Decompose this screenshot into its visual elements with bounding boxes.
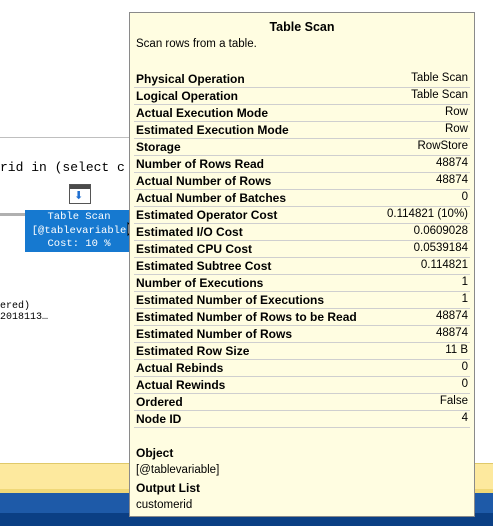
- property-value: 11 B: [445, 344, 468, 356]
- operator-object: [@tablevariable: [31, 224, 127, 237]
- property-value: 0.114821 (10%): [387, 208, 468, 220]
- property-key: Estimated Number of Executions: [136, 293, 325, 307]
- property-row: [134, 360, 470, 377]
- property-value: Table Scan: [411, 72, 468, 84]
- property-value: 1: [461, 293, 468, 305]
- property-key: Physical Operation: [136, 72, 245, 86]
- property-key: Estimated Number of Rows: [136, 327, 293, 341]
- property-row: [134, 88, 470, 105]
- property-row: [134, 156, 470, 173]
- property-row: [134, 411, 470, 428]
- property-value: 0.0609028: [413, 225, 468, 237]
- operator-cost: Cost: 10 %: [47, 238, 111, 250]
- property-key: Logical Operation: [136, 89, 239, 103]
- property-row: [134, 377, 470, 394]
- property-key: Estimated Execution Mode: [136, 123, 289, 137]
- property-row: [134, 241, 470, 258]
- object-value: [@tablevariable]: [136, 464, 220, 476]
- divider: [0, 137, 135, 138]
- property-row: [134, 394, 470, 411]
- object-label: Object: [136, 446, 174, 460]
- property-value: 48874: [436, 157, 468, 169]
- property-key: Estimated Number of Rows to be Read: [136, 310, 357, 324]
- property-value: Row: [444, 123, 468, 135]
- connector-line: [0, 213, 25, 216]
- property-value: Table Scan: [411, 89, 468, 101]
- operator-tooltip: [129, 12, 475, 517]
- property-row: [134, 224, 470, 241]
- property-value: 48874: [436, 310, 468, 322]
- property-value: 0.0539184: [413, 242, 468, 254]
- property-key: Estimated Operator Cost: [136, 208, 278, 222]
- property-row: [134, 139, 470, 156]
- tooltip-properties: [134, 71, 470, 428]
- tooltip-title: Table Scan: [269, 20, 335, 34]
- property-row: [134, 275, 470, 292]
- property-value: 48874: [436, 327, 468, 339]
- query-text: rid in (select c: [0, 160, 125, 175]
- property-row: [134, 258, 470, 275]
- property-key: Estimated Row Size: [136, 344, 250, 358]
- arrow-down-icon: ⬇: [74, 189, 84, 202]
- property-row: [134, 292, 470, 309]
- property-key: Storage: [136, 140, 181, 154]
- property-row: [134, 190, 470, 207]
- predicate-line-2: 2018113…: [0, 312, 49, 323]
- property-key: Actual Number of Batches: [136, 191, 287, 205]
- property-row: [134, 105, 470, 122]
- property-key: Estimated Subtree Cost: [136, 259, 272, 273]
- table-scan-icon[interactable]: [69, 184, 91, 204]
- property-row: [134, 207, 470, 224]
- property-value: False: [439, 395, 468, 407]
- tooltip-description: Scan rows from a table.: [136, 38, 257, 50]
- property-key: Actual Number of Rows: [136, 174, 272, 188]
- operator-name: Table Scan: [47, 211, 111, 223]
- property-key: Ordered: [136, 395, 183, 409]
- property-value: Row: [444, 106, 468, 118]
- predicate-text: [0, 301, 48, 323]
- property-key: Actual Execution Mode: [136, 106, 269, 120]
- output-list-label: Output List: [136, 481, 200, 495]
- property-key: Number of Executions: [136, 276, 264, 290]
- property-value: 1: [461, 276, 468, 288]
- property-key: Actual Rewinds: [136, 378, 226, 392]
- predicate-line-1: ered): [0, 301, 31, 312]
- property-value: 4: [461, 412, 468, 424]
- output-list-value: customerid: [136, 499, 193, 511]
- property-value: 48874: [436, 174, 468, 186]
- property-value: 0: [461, 361, 468, 373]
- table-scan-operator[interactable]: [25, 210, 133, 252]
- property-value: 0: [461, 191, 468, 203]
- property-key: Estimated I/O Cost: [136, 225, 243, 239]
- property-row: [134, 173, 470, 190]
- property-key: Number of Rows Read: [136, 157, 265, 171]
- property-value: 0.114821: [420, 259, 468, 271]
- property-key: Actual Rebinds: [136, 361, 224, 375]
- property-row: [134, 71, 470, 88]
- property-key: Node ID: [136, 412, 182, 426]
- property-row: [134, 309, 470, 326]
- property-value: 0: [461, 378, 468, 390]
- property-row: [134, 326, 470, 343]
- property-row: [134, 122, 470, 139]
- property-value: RowStore: [417, 140, 468, 152]
- property-key: Estimated CPU Cost: [136, 242, 253, 256]
- property-row: [134, 343, 470, 360]
